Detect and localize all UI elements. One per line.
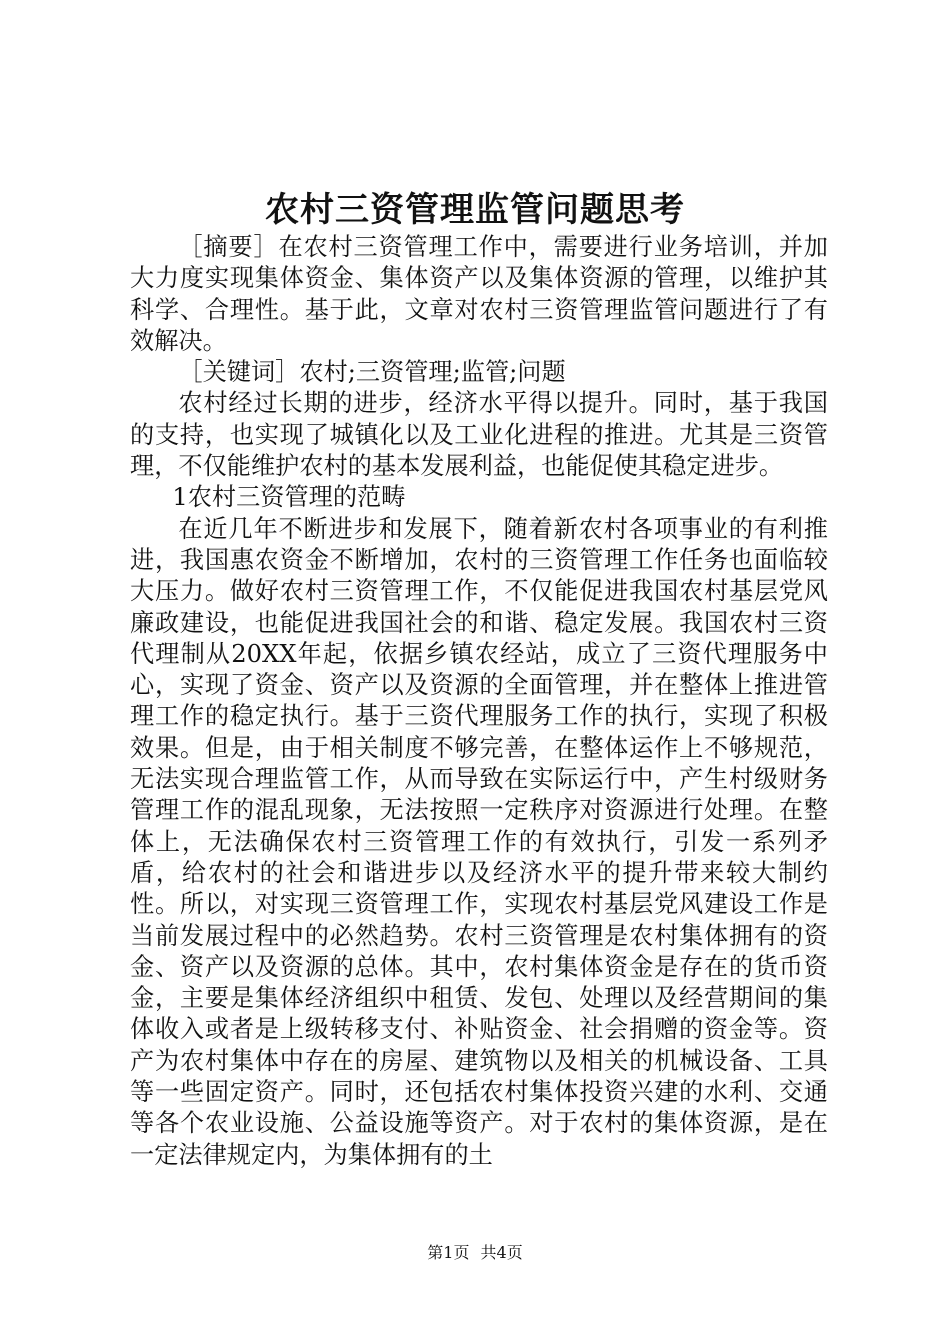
page-footer (0, 1242, 950, 1264)
abstract-paragraph: ［摘要］在农村三资管理工作中，需要进行业务培训，并加大力度实现集体资金、集体资产以及集体资源的管理，以维护其科学、合理性。基于此，文章对农村三资管理监管问题进行了有效解决。 (130, 233, 828, 355)
section-paragraph: 在近几年不断进步和发展下，随着新农村各项事业的有利推进，我国惠农资金不断增加，农村的三资管理工作任务也面临较大压力。做好农村三资管理工作，不仅能促进我国农村基层党风廉政建设，也能促进我国社会的和谐、稳定发展。我国农村三资代理制从20XX年起，依据乡镇农经站，成立了三资代理服务中心，实现了资金、资产以及资源的全面管理，并在整体上推进管理工作的稳定执行。基于三资代理服务工作的执行，实现了积极效果。但是，由于相关制度不够完善，在整体运作上不够规范，无法实现合理监管工作，从而导致在实际运行中，产生村级财务管理工作的混乱现象，无法按照一定秩序对资源进行处理。在整体上，无法确保农村三资管理工作的有效执行，引发一系列矛盾，给农村的社会和谐进步以及经济水平的提升带来较大制约性。所以，对实现三资管理工作，实现农村基层党风建设工作是当前发展过程中的必然趋势。农村三资管理是农村集体拥有的资金、资产以及资源的总体。其中，农村集体资金是存在的货币资金，主要是集体经济组织中租赁、发包、处理以及经营期间的集体收入或者是上级转移支付、补贴资金、社会捐赠的资金等。资产为农村集体中存在的房屋、建筑物以及相关的机械设备、工具等一些固定资产。同时，还包括农村集体投资兴建的水利、交通等各个农业设施、公益设施等资产。对于农村的集体资源，是在一定法律规定内，为集体拥有的土 (130, 514, 828, 1169)
section-heading: 1农村三资管理的范畴 (172, 483, 406, 512)
document-title: 农村三资管理监管问题思考 (265, 190, 685, 230)
page-total: 共4页 (480, 1243, 523, 1262)
document-body (130, 232, 828, 1171)
page-number: 第1页 (427, 1243, 470, 1262)
intro-paragraph: 农村经过长期的进步，经济水平得以提升。同时，基于我国的支持，也实现了城镇化以及工业化进程的推进。尤其是三资管理，不仅能维护农村的基本发展利益，也能促使其稳定进步。 (130, 389, 828, 481)
keywords-paragraph: ［关键词］农村;三资管理;监管;问题 (178, 358, 566, 387)
